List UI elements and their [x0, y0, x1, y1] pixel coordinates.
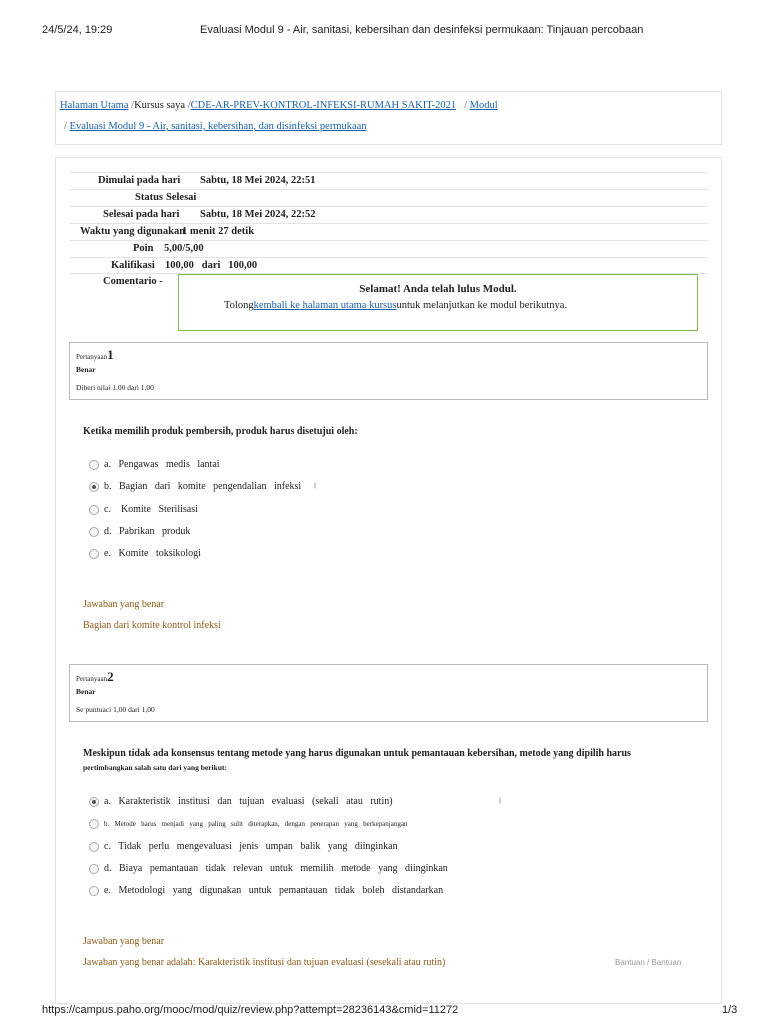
cursor-mark-icon: ╷: [312, 478, 319, 489]
radio-button-selected[interactable]: [89, 797, 99, 807]
summary-label: Dimulai pada hari: [98, 175, 181, 186]
summary-row-completed: [70, 206, 708, 224]
summary-label: Poin: [133, 243, 154, 254]
radio-button[interactable]: [89, 460, 99, 470]
breadcrumb-separator: /: [131, 100, 135, 111]
course-home-link[interactable]: kembali ke halaman utama kursus: [253, 300, 397, 311]
summary-label: Comentario -: [103, 276, 163, 287]
feedback-text-pre: Tolong: [224, 300, 254, 311]
radio-button-selected[interactable]: [89, 482, 99, 492]
summary-label: Selesai pada hari: [103, 209, 180, 220]
radio-button[interactable]: [89, 549, 99, 559]
feedback-title: Selamat! Anda telah lulus Modul.: [359, 283, 517, 295]
summary-label: Status: [135, 192, 164, 203]
breadcrumb-separator: /: [464, 100, 467, 111]
right-answer-text: Bagian dari komite kontrol infeksi: [83, 620, 221, 631]
feedback-text-post: untuk melanjutkan ke modul berikutnya.: [396, 300, 568, 311]
right-answer-label: Jawaban yang benar: [83, 936, 165, 947]
radio-button[interactable]: [89, 505, 99, 515]
breadcrumb-module-link[interactable]: Modul: [469, 100, 498, 111]
breadcrumb-quiz-link[interactable]: Evaluasi Modul 9 - Air, sanitasi, kebersihan, dan disinfeksi permukaan: [69, 121, 367, 132]
summary-row-points: [70, 240, 708, 258]
radio-button[interactable]: [89, 864, 99, 874]
breadcrumb-home-link[interactable]: Halaman Utama: [60, 100, 129, 111]
radio-button[interactable]: [89, 886, 99, 896]
right-answer-text: Jawaban yang benar adalah: Karakteristik institusi dan tujuan evaluasi (sesekali atau rutin): [83, 957, 446, 968]
question-state: Benar: [76, 687, 96, 696]
breadcrumb-separator: /: [64, 121, 67, 132]
question-number: Pertanyaan2: [76, 669, 114, 684]
breadcrumb-courses-link[interactable]: Kursus saya: [134, 100, 186, 111]
question-text: Meskipun tidak ada konsensus tentang metode yang harus digunakan untuk pemantauan kebersihan, metode yang dipilih harus: [83, 748, 631, 759]
question-text: Ketika memilih produk pembersih, produk harus disetujui oleh:: [83, 426, 358, 437]
summary-value: Sabtu, 18 Mei 2024, 22:52: [200, 209, 316, 220]
summary-label: Kalifikasi: [111, 260, 155, 271]
print-page-number: 1/3: [722, 1004, 738, 1016]
summary-value: 100,00 dari 100,00: [165, 260, 258, 271]
print-url: https://campus.paho.org/mooc/mod/quiz/review.php?attempt=28236143&cmid=11272: [42, 1004, 459, 1016]
summary-value: Sabtu, 18 Mei 2024, 22:51: [200, 175, 316, 186]
breadcrumb-separator: /: [187, 100, 191, 111]
feedback-text: [224, 300, 567, 311]
question-state: Benar: [76, 365, 96, 374]
radio-button[interactable]: [89, 527, 99, 537]
print-datetime: 24/5/24, 19:29: [42, 24, 113, 36]
question-info-2: [69, 664, 708, 722]
question-number: Pertanyaan1: [76, 347, 114, 362]
question-grade: Diberi nilai 1.00 dari 1.00: [76, 383, 154, 392]
breadcrumb-course-link[interactable]: CDE-AR-PREV-KONTROL-INFEKSI-RUMAH SAKIT-2021: [190, 100, 457, 111]
cursor-mark-icon: ╷: [497, 793, 504, 804]
summary-row-started: [70, 172, 708, 190]
question-text-line2: pertimbangkan salah satu dari yang berikut:: [83, 763, 227, 772]
summary-row-status: [70, 189, 708, 207]
right-answer-label: Jawaban yang benar: [83, 599, 165, 610]
summary-value: Selesai: [166, 192, 197, 203]
question-grade: Se puntuaci 1,00 dari 1,00: [76, 705, 155, 714]
summary-label: Waktu yang digunakan: [80, 226, 186, 237]
print-page-title: Evaluasi Modul 9 - Air, sanitasi, kebersihan dan desinfeksi permukaan: Tinjauan percobaan: [200, 24, 644, 36]
breadcrumb: [55, 91, 722, 145]
summary-value: 1 menit 27 detik: [182, 226, 255, 237]
summary-row-time: [70, 223, 708, 241]
summary-value: 5,00/5,00: [164, 243, 204, 254]
radio-button[interactable]: [89, 819, 99, 829]
help-link[interactable]: Bantuan / Bantuan: [615, 958, 682, 967]
feedback-box: [178, 274, 698, 331]
radio-button[interactable]: [89, 842, 99, 852]
question-info-1: [69, 342, 708, 400]
